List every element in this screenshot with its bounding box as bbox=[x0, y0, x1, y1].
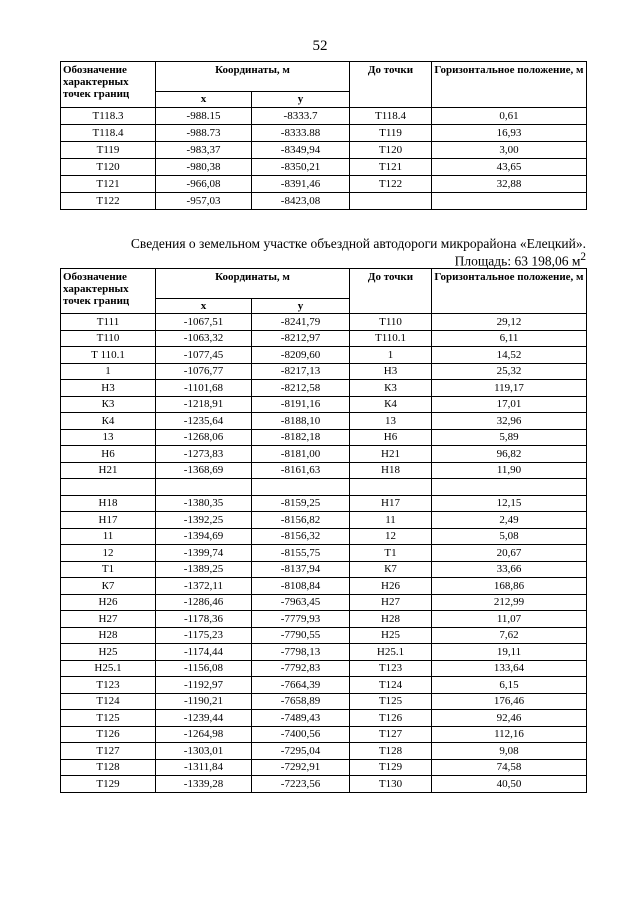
header-to-point: До точки bbox=[350, 269, 432, 314]
cell-y: -8156,82 bbox=[252, 512, 350, 529]
table-row bbox=[61, 776, 587, 793]
cell-x: -1175,23 bbox=[156, 627, 252, 644]
cell-to-point: Н25.1 bbox=[350, 644, 432, 661]
cell-to-point: Н6 bbox=[350, 429, 432, 446]
cell-to-point: Н18 bbox=[350, 462, 432, 479]
table-row bbox=[61, 726, 587, 743]
cell-to-point: Н25 bbox=[350, 627, 432, 644]
cell-distance: 5,08 bbox=[432, 528, 587, 545]
cell-y: -8391,46 bbox=[252, 176, 350, 193]
cell-point: Т122 bbox=[61, 193, 156, 210]
cell-distance: 92,46 bbox=[432, 710, 587, 727]
cell-point: Н25 bbox=[61, 644, 156, 661]
cell-y: -8159,25 bbox=[252, 495, 350, 512]
cell-x: -1303,01 bbox=[156, 743, 252, 760]
table-row bbox=[61, 495, 587, 512]
cell-point: Т126 bbox=[61, 726, 156, 743]
cell-y: -7295,04 bbox=[252, 743, 350, 760]
table-row bbox=[61, 446, 587, 463]
table-row bbox=[61, 479, 587, 496]
header-to-point: До точки bbox=[350, 62, 432, 108]
header-horizontal: Горизонтальное положение, м bbox=[432, 62, 587, 108]
cell-point: Т128 bbox=[61, 759, 156, 776]
cell-y: -7489,43 bbox=[252, 710, 350, 727]
cell-point: Н26 bbox=[61, 594, 156, 611]
cell-distance: 2,49 bbox=[432, 512, 587, 529]
cell-to-point: Н21 bbox=[350, 446, 432, 463]
cell-point: 1 bbox=[61, 363, 156, 380]
cell-point: Т119 bbox=[61, 142, 156, 159]
cell-x bbox=[156, 479, 252, 496]
cell-x: -1067,51 bbox=[156, 314, 252, 331]
table-2-body bbox=[61, 314, 587, 793]
cell-y: -7963,45 bbox=[252, 594, 350, 611]
table-row bbox=[61, 193, 587, 210]
cell-distance: 19,11 bbox=[432, 644, 587, 661]
cell-to-point: Т130 bbox=[350, 776, 432, 793]
header-x: x bbox=[156, 299, 252, 314]
cell-point bbox=[61, 479, 156, 496]
cell-distance: 74,58 bbox=[432, 759, 587, 776]
cell-y: -8137,94 bbox=[252, 561, 350, 578]
header-horizontal: Горизонтальное положение, м bbox=[432, 269, 587, 314]
cell-point: Н3 bbox=[61, 380, 156, 397]
table-row bbox=[61, 330, 587, 347]
table-row bbox=[61, 512, 587, 529]
table-row bbox=[61, 176, 587, 193]
cell-distance bbox=[432, 479, 587, 496]
cell-to-point: Т127 bbox=[350, 726, 432, 743]
cell-y: -8155,75 bbox=[252, 545, 350, 562]
cell-distance: 3,00 bbox=[432, 142, 587, 159]
cell-to-point: Т119 bbox=[350, 125, 432, 142]
cell-point: К7 bbox=[61, 578, 156, 595]
cell-to-point: Т123 bbox=[350, 660, 432, 677]
coordinates-table-2 bbox=[60, 268, 587, 793]
cell-point: Т121 bbox=[61, 176, 156, 193]
cell-to-point: Т129 bbox=[350, 759, 432, 776]
table-1-body bbox=[61, 108, 587, 210]
cell-distance: 29,12 bbox=[432, 314, 587, 331]
header-coordinates: Координаты, м bbox=[156, 269, 350, 299]
cell-point: Т1 bbox=[61, 561, 156, 578]
table-row bbox=[61, 462, 587, 479]
cell-distance: 168,86 bbox=[432, 578, 587, 595]
cell-to-point: Т125 bbox=[350, 693, 432, 710]
cell-x: -1389,25 bbox=[156, 561, 252, 578]
table-row bbox=[61, 363, 587, 380]
cell-y: -7779,93 bbox=[252, 611, 350, 628]
cell-to-point: Т126 bbox=[350, 710, 432, 727]
cell-x: -1077,45 bbox=[156, 347, 252, 364]
cell-distance: 112,16 bbox=[432, 726, 587, 743]
cell-x: -1190,21 bbox=[156, 693, 252, 710]
cell-point: К3 bbox=[61, 396, 156, 413]
cell-point: Н18 bbox=[61, 495, 156, 512]
cell-x: -980,38 bbox=[156, 159, 252, 176]
cell-to-point: Т120 bbox=[350, 142, 432, 159]
cell-to-point: К3 bbox=[350, 380, 432, 397]
cell-distance: 14,52 bbox=[432, 347, 587, 364]
page-number: 52 bbox=[312, 38, 328, 54]
table-row bbox=[61, 561, 587, 578]
cell-point: 12 bbox=[61, 545, 156, 562]
cell-distance: 96,82 bbox=[432, 446, 587, 463]
cell-distance: 5,89 bbox=[432, 429, 587, 446]
cell-y bbox=[252, 479, 350, 496]
area-label: Площадь: 63 198,06 м bbox=[454, 253, 581, 269]
cell-distance: 32,88 bbox=[432, 176, 587, 193]
cell-x: -1339,28 bbox=[156, 776, 252, 793]
cell-y: -7400,56 bbox=[252, 726, 350, 743]
cell-distance: 12,15 bbox=[432, 495, 587, 512]
cell-x: -966,08 bbox=[156, 176, 252, 193]
cell-to-point bbox=[350, 479, 432, 496]
table-row bbox=[61, 660, 587, 677]
cell-point: К4 bbox=[61, 413, 156, 430]
cell-y: -8182,18 bbox=[252, 429, 350, 446]
cell-x: -1380,35 bbox=[156, 495, 252, 512]
cell-y: -8191,16 bbox=[252, 396, 350, 413]
table-row bbox=[61, 545, 587, 562]
cell-x: -1156,08 bbox=[156, 660, 252, 677]
cell-y: -8217,13 bbox=[252, 363, 350, 380]
cell-distance: 33,66 bbox=[432, 561, 587, 578]
cell-distance: 17,01 bbox=[432, 396, 587, 413]
cell-to-point: Т110 bbox=[350, 314, 432, 331]
cell-x: -988.15 bbox=[156, 108, 252, 125]
cell-point: Т124 bbox=[61, 693, 156, 710]
cell-point: Н21 bbox=[61, 462, 156, 479]
cell-point: Т110 bbox=[61, 330, 156, 347]
cell-distance: 133,64 bbox=[432, 660, 587, 677]
cell-distance: 176,46 bbox=[432, 693, 587, 710]
cell-x: -1239,44 bbox=[156, 710, 252, 727]
cell-to-point: Т121 bbox=[350, 159, 432, 176]
cell-y: -7658,89 bbox=[252, 693, 350, 710]
cell-x: -1268,06 bbox=[156, 429, 252, 446]
cell-y: -8156,32 bbox=[252, 528, 350, 545]
cell-x: -1286,46 bbox=[156, 594, 252, 611]
cell-to-point: 11 bbox=[350, 512, 432, 529]
cell-distance: 11,90 bbox=[432, 462, 587, 479]
cell-y: -7664,39 bbox=[252, 677, 350, 694]
header-coordinates: Координаты, м bbox=[156, 62, 350, 92]
cell-distance: 9,08 bbox=[432, 743, 587, 760]
cell-point: 11 bbox=[61, 528, 156, 545]
area-unit-superscript: 2 bbox=[580, 251, 586, 263]
cell-y: -8188,10 bbox=[252, 413, 350, 430]
table-row bbox=[61, 627, 587, 644]
cell-distance: 119,17 bbox=[432, 380, 587, 397]
cell-point: Т111 bbox=[61, 314, 156, 331]
cell-to-point bbox=[350, 193, 432, 210]
cell-y: -8212,58 bbox=[252, 380, 350, 397]
table-row bbox=[61, 759, 587, 776]
cell-y: -8108,84 bbox=[252, 578, 350, 595]
cell-to-point: Н28 bbox=[350, 611, 432, 628]
cell-y: -8349,94 bbox=[252, 142, 350, 159]
cell-distance: 6,11 bbox=[432, 330, 587, 347]
cell-to-point: Т1 bbox=[350, 545, 432, 562]
table-row bbox=[61, 142, 587, 159]
cell-y: -8423,08 bbox=[252, 193, 350, 210]
cell-distance: 43,65 bbox=[432, 159, 587, 176]
table-row bbox=[61, 611, 587, 628]
cell-distance: 25,32 bbox=[432, 363, 587, 380]
coordinates-table-1 bbox=[60, 61, 587, 210]
cell-to-point: К4 bbox=[350, 396, 432, 413]
cell-point: Т 110.1 bbox=[61, 347, 156, 364]
cell-x: -1399,74 bbox=[156, 545, 252, 562]
cell-y: -8350,21 bbox=[252, 159, 350, 176]
cell-y: -7790,55 bbox=[252, 627, 350, 644]
cell-y: -8333.7 bbox=[252, 108, 350, 125]
cell-to-point: Т110.1 bbox=[350, 330, 432, 347]
cell-to-point: 12 bbox=[350, 528, 432, 545]
cell-point: Т118.4 bbox=[61, 125, 156, 142]
cell-point: Т120 bbox=[61, 159, 156, 176]
cell-x: -1218,91 bbox=[156, 396, 252, 413]
cell-distance: 7,62 bbox=[432, 627, 587, 644]
cell-x: -983,37 bbox=[156, 142, 252, 159]
area-line bbox=[60, 251, 586, 270]
table-row bbox=[61, 314, 587, 331]
cell-distance: 40,50 bbox=[432, 776, 587, 793]
cell-to-point: Н3 bbox=[350, 363, 432, 380]
header-y: y bbox=[252, 299, 350, 314]
cell-x: -1235,64 bbox=[156, 413, 252, 430]
cell-x: -1392,25 bbox=[156, 512, 252, 529]
table-row bbox=[61, 396, 587, 413]
header-x: x bbox=[156, 92, 252, 108]
cell-y: -8209,60 bbox=[252, 347, 350, 364]
cell-distance: 32,96 bbox=[432, 413, 587, 430]
table-row bbox=[61, 677, 587, 694]
cell-distance: 212,99 bbox=[432, 594, 587, 611]
cell-to-point: Н17 bbox=[350, 495, 432, 512]
cell-to-point: Т124 bbox=[350, 677, 432, 694]
cell-to-point: Т128 bbox=[350, 743, 432, 760]
cell-point: Н27 bbox=[61, 611, 156, 628]
cell-x: -1192,97 bbox=[156, 677, 252, 694]
cell-distance: 6,15 bbox=[432, 677, 587, 694]
cell-point: Н6 bbox=[61, 446, 156, 463]
cell-y: -7798,13 bbox=[252, 644, 350, 661]
cell-point: Н25.1 bbox=[61, 660, 156, 677]
cell-y: -8333.88 bbox=[252, 125, 350, 142]
table-row bbox=[61, 528, 587, 545]
header-designation: Обозначение характерных точек границ bbox=[61, 269, 156, 314]
section-heading: Сведения о земельном участке объездной автодороги микрорайона «Елецкий». bbox=[130, 236, 586, 251]
table-row bbox=[61, 347, 587, 364]
cell-to-point: 13 bbox=[350, 413, 432, 430]
cell-distance: 11,07 bbox=[432, 611, 587, 628]
cell-point: Т123 bbox=[61, 677, 156, 694]
cell-x: -1273,83 bbox=[156, 446, 252, 463]
cell-y: -7792,83 bbox=[252, 660, 350, 677]
cell-distance: 16,93 bbox=[432, 125, 587, 142]
cell-x: -1076,77 bbox=[156, 363, 252, 380]
cell-x: -1174,44 bbox=[156, 644, 252, 661]
table-row bbox=[61, 125, 587, 142]
header-y: y bbox=[252, 92, 350, 108]
table-row bbox=[61, 159, 587, 176]
table-row bbox=[61, 578, 587, 595]
cell-point: 13 bbox=[61, 429, 156, 446]
cell-point: Т127 bbox=[61, 743, 156, 760]
cell-point: Т129 bbox=[61, 776, 156, 793]
cell-point: Т125 bbox=[61, 710, 156, 727]
cell-distance: 20,67 bbox=[432, 545, 587, 562]
cell-point: Н17 bbox=[61, 512, 156, 529]
cell-point: Н28 bbox=[61, 627, 156, 644]
cell-x: -1311,84 bbox=[156, 759, 252, 776]
cell-to-point: Н26 bbox=[350, 578, 432, 595]
cell-point: Т118.3 bbox=[61, 108, 156, 125]
cell-to-point: Н27 bbox=[350, 594, 432, 611]
cell-distance: 0,61 bbox=[432, 108, 587, 125]
table-row bbox=[61, 380, 587, 397]
cell-x: -1368,69 bbox=[156, 462, 252, 479]
table-row bbox=[61, 644, 587, 661]
table-row bbox=[61, 743, 587, 760]
cell-x: -1101,68 bbox=[156, 380, 252, 397]
cell-y: -8241,79 bbox=[252, 314, 350, 331]
cell-y: -8181,00 bbox=[252, 446, 350, 463]
cell-to-point: Т118.4 bbox=[350, 108, 432, 125]
cell-x: -1264,98 bbox=[156, 726, 252, 743]
cell-x: -1394,69 bbox=[156, 528, 252, 545]
cell-to-point: 1 bbox=[350, 347, 432, 364]
cell-x: -988.73 bbox=[156, 125, 252, 142]
cell-x: -1178,36 bbox=[156, 611, 252, 628]
cell-to-point: Т122 bbox=[350, 176, 432, 193]
cell-x: -1063,32 bbox=[156, 330, 252, 347]
table-row bbox=[61, 710, 587, 727]
cell-x: -957,03 bbox=[156, 193, 252, 210]
table-row bbox=[61, 413, 587, 430]
cell-x: -1372,11 bbox=[156, 578, 252, 595]
cell-y: -7223,56 bbox=[252, 776, 350, 793]
cell-y: -7292,91 bbox=[252, 759, 350, 776]
table-row bbox=[61, 429, 587, 446]
table-row bbox=[61, 594, 587, 611]
header-designation: Обозначение характерных точек границ bbox=[61, 62, 156, 108]
table-row bbox=[61, 693, 587, 710]
cell-y: -8212,97 bbox=[252, 330, 350, 347]
cell-y: -8161,63 bbox=[252, 462, 350, 479]
cell-to-point: К7 bbox=[350, 561, 432, 578]
table-row bbox=[61, 108, 587, 125]
cell-distance bbox=[432, 193, 587, 210]
